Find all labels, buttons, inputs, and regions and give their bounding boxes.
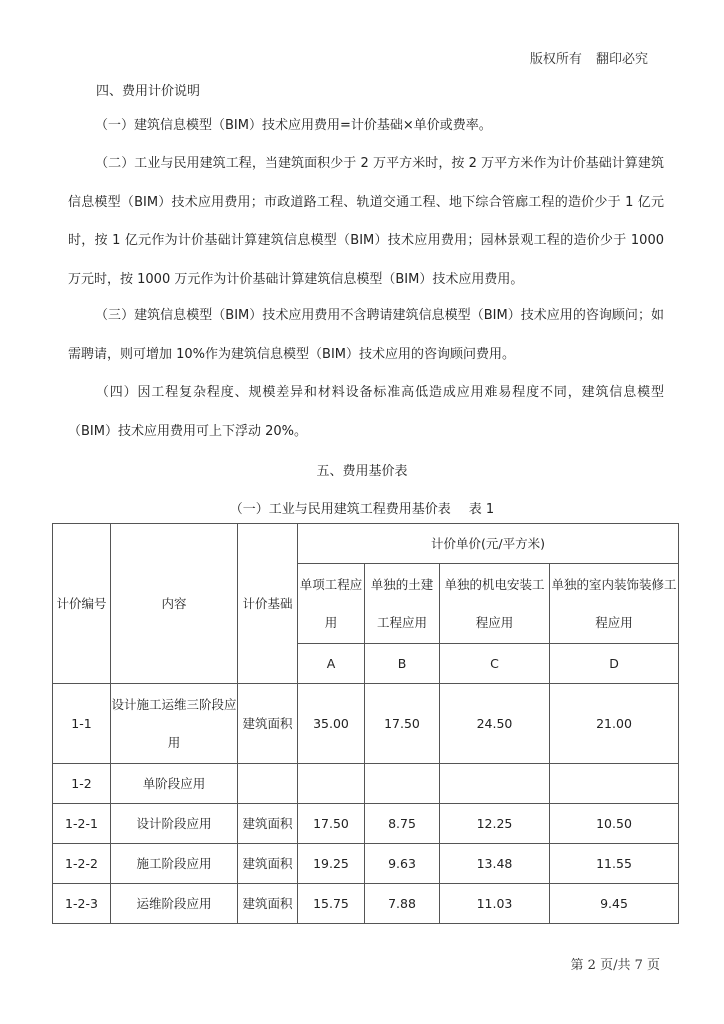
cell-d: 10.50 [550, 804, 679, 844]
table-title: （一）工业与民用建筑工程费用基价表 表 1 [229, 502, 495, 517]
cell-code: 1-1 [53, 684, 111, 764]
cell-c: 13.48 [440, 844, 550, 884]
cell-basis: 建筑面积 [238, 884, 298, 924]
header-no-reprint: 翻印必究 [595, 52, 648, 67]
cell-c: 11.03 [440, 884, 550, 924]
cell-a: 19.25 [298, 844, 365, 884]
header-letter-c: C [440, 644, 550, 684]
cell-basis: 建筑面积 [238, 844, 298, 884]
cell-content: 施工阶段应用 [111, 844, 238, 884]
paragraph-3: （三）建筑信息模型（BIM）技术应用费用不含聘请建筑信息模型（BIM）技术应用的咨询顾问；如需聘请，则可增加 10%作为建筑信息模型（BIM）技术应用的咨询顾问费用。 [68, 308, 664, 362]
cell-basis: 建筑面积 [238, 804, 298, 844]
header-letter-a: A [298, 644, 365, 684]
cell-content: 设计施工运维三阶段应用 [111, 684, 238, 764]
cell-basis: 建筑面积 [238, 684, 298, 764]
paragraph-4: （四）因工程复杂程度、规模差异和材料设备标准高低造成应用难易程度不同，建筑信息模型（BIM）技术应用费用可上下浮动 20%。 [68, 385, 664, 439]
header-code: 计价编号 [53, 524, 111, 684]
section4-heading: 四、费用计价说明 [96, 84, 201, 99]
cell-code: 1-2-1 [53, 804, 111, 844]
paragraph-1: （一）建筑信息模型（BIM）技术应用费用=计价基础×单价或费率。 [95, 118, 492, 133]
fee-table [52, 523, 679, 924]
header-col-a: 单项工程应用 [298, 564, 365, 644]
cell-b: 8.75 [365, 804, 440, 844]
cell-content: 单阶段应用 [111, 764, 238, 804]
cell-d [550, 764, 679, 804]
cell-content: 设计阶段应用 [111, 804, 238, 844]
header-content: 内容 [111, 524, 238, 684]
header-col-d: 单独的室内装饰装修工程应用 [550, 564, 679, 644]
cell-a [298, 764, 365, 804]
cell-c [440, 764, 550, 804]
cell-d: 11.55 [550, 844, 679, 884]
table-row [53, 844, 679, 884]
header-letter-b: B [365, 644, 440, 684]
header-col-b: 单独的土建工程应用 [365, 564, 440, 644]
cell-a: 17.50 [298, 804, 365, 844]
cell-a: 35.00 [298, 684, 365, 764]
cell-a: 15.75 [298, 884, 365, 924]
cell-basis [238, 764, 298, 804]
cell-c: 12.25 [440, 804, 550, 844]
cell-code: 1-2-3 [53, 884, 111, 924]
header-letter-d: D [550, 644, 679, 684]
header-copyright: 版权所有 [529, 52, 582, 67]
cell-b: 9.63 [365, 844, 440, 884]
cell-d: 9.45 [550, 884, 679, 924]
section5-heading: 五、费用基价表 [316, 464, 408, 479]
table-row [53, 684, 679, 764]
header-basis: 计价基础 [238, 524, 298, 684]
cell-c: 24.50 [440, 684, 550, 764]
header-col-c: 单独的机电安装工程应用 [440, 564, 550, 644]
table-row [53, 884, 679, 924]
cell-b: 7.88 [365, 884, 440, 924]
cell-content: 运维阶段应用 [111, 884, 238, 924]
cell-code: 1-2 [53, 764, 111, 804]
header-unit-price: 计价单价(元/平方米) [298, 524, 679, 564]
cell-b [365, 764, 440, 804]
cell-b: 17.50 [365, 684, 440, 764]
cell-d: 21.00 [550, 684, 679, 764]
cell-code: 1-2-2 [53, 844, 111, 884]
page-number: 第 2 页/共 7 页 [570, 958, 660, 973]
page-header [520, 48, 648, 67]
paragraph-2: （二）工业与民用建筑工程，当建筑面积少于 2 万平方米时，按 2 万平方米作为计价基础计算建筑信息模型（BIM）技术应用费用；市政道路工程、轨道交通工程、地下综合管廊工程的造价少于 1 亿元时，按 1 亿元作为计价基础计算建筑信息模型（BIM）技术应用费用；园林景观工程的造价少于 1000 万元时，按 1000 万元作为计价基础计算建筑信息模型（BIM）技术应用费用。 [68, 156, 664, 287]
table-row [53, 764, 679, 804]
table-row [53, 804, 679, 844]
